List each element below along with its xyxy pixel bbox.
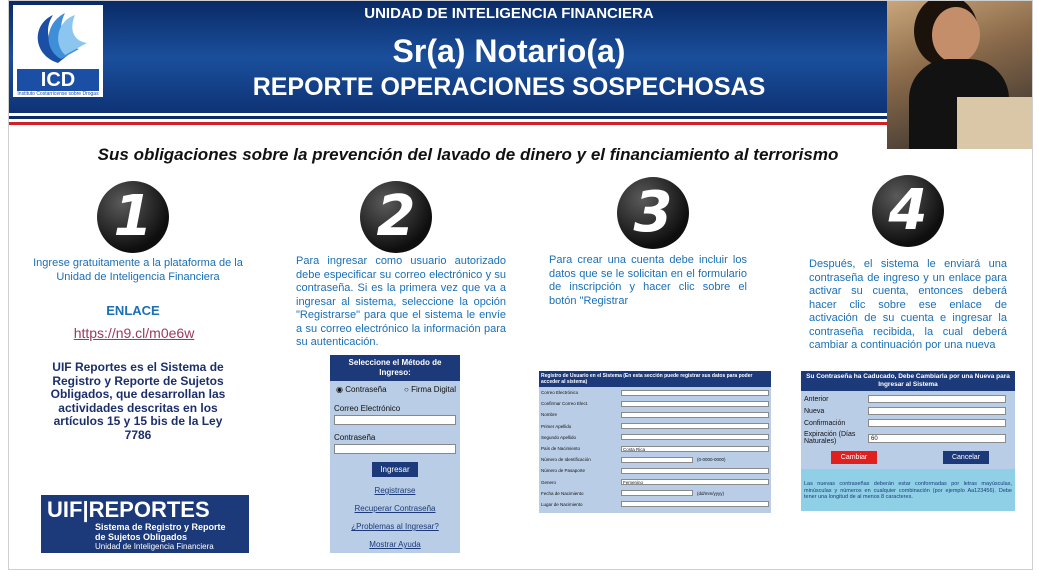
step-4-number: 4 (872, 175, 944, 247)
uif-description: UIF Reportes es el Sistema de Registro y Reporte de Sujetos Obligados, que desarrollan las actividades descritas en los artículos 15 y 15 bis de la Ley 7786 (50, 360, 226, 442)
gender-select[interactable]: Femenino (621, 479, 769, 485)
step-3-number: 3 (617, 177, 689, 249)
field-label: Número de Pasaporte (541, 468, 586, 474)
email-input[interactable] (621, 390, 769, 396)
login-problems-link[interactable]: ¿Problemas al Ingresar? (351, 522, 439, 531)
confirm-password-input[interactable] (868, 419, 1006, 427)
step-2-text: Para ingresar como usuario autorizado debe especificar su correo electrónico y su contraseña. Si es la primera vez que va a ingresar al sistema, seleccione la opción "Registrarse" para que el sistema le envíe a su correo electrónico la información para su autenticación. (296, 255, 506, 348)
passport-input[interactable] (621, 468, 769, 474)
radio-password-label: Contraseña (345, 385, 387, 394)
field-label: Lugar de Nacimiento (541, 501, 583, 507)
password-change-panel (801, 371, 1015, 511)
form-row (539, 477, 771, 488)
form-row (539, 409, 771, 420)
registration-form (539, 371, 771, 513)
field-label: Segundo Apellido (541, 434, 577, 440)
field-label: Fecha de Nacimiento (541, 490, 584, 496)
notary-photo (887, 1, 1033, 149)
icd-swirl-icon (13, 5, 103, 69)
date-format-hint: (dd/mm/yyyy) (697, 490, 724, 496)
password-rules-note: Las nuevas contraseñas deberán estar conformadas por letras mayúsculas, minúsculas y números en cualquier combinación (por ejemplo Aa123456). Debe tener una longitud de al menos 8 caracteres. (801, 469, 1015, 511)
second-surname-input[interactable] (621, 434, 769, 440)
uif-reportes-logo (41, 495, 249, 553)
radio-digital-signature[interactable]: ○ Firma Digital (404, 385, 456, 394)
report-title: REPORTE OPERACIONES SOSPECHOSAS (252, 73, 766, 101)
radio-digital-signature-label: Firma Digital (411, 385, 456, 394)
id-number-input[interactable] (621, 457, 693, 463)
expiration-select[interactable]: 60 (868, 434, 1006, 443)
birthdate-input[interactable] (621, 490, 693, 496)
registration-title: Registro de Usuario en el Sistema (En esta sección puede registrar sus datos para poder acceder al sistema) (539, 371, 771, 387)
field-label: País de Nacimiento (541, 446, 581, 452)
uif-logo-line1: Sistema de Registro y Reporte (95, 522, 226, 532)
login-button[interactable]: Ingresar (372, 462, 418, 477)
form-row (539, 454, 771, 465)
expiration-label: Expiración (Días Naturales) (804, 431, 856, 445)
form-row (539, 398, 771, 409)
field-label: Primer Apellido (541, 423, 572, 429)
new-password-label: Nueva (804, 407, 825, 415)
uif-logo-title: UIF|REPORTES (47, 497, 210, 522)
field-label: Correo Electrónico (541, 390, 579, 396)
birthplace-input[interactable] (621, 501, 769, 507)
recover-password-link[interactable]: Recuperar Contraseña (354, 504, 436, 513)
field-label: Nombre (541, 412, 558, 418)
step-3-text: Para crear una cuenta debe incluir los datos que se le solicitan en el formulario de inscripción y hacer clic sobre el botón "Registrar (549, 254, 747, 307)
first-surname-input[interactable] (621, 423, 769, 429)
enlace-heading: ENLACE (106, 303, 160, 318)
country-select[interactable]: Costa Rica (621, 446, 769, 452)
field-label: Genero (541, 479, 557, 485)
step-1-number: 1 (97, 181, 169, 253)
email-label: Correo Electrónico (334, 404, 401, 413)
register-link[interactable]: Registrarse (374, 486, 416, 495)
form-row (539, 465, 771, 476)
agency-title: UNIDAD DE INTELIGENCIA FINANCIERA (364, 5, 654, 22)
form-row (539, 421, 771, 432)
radio-password[interactable]: ◉ Contraseña (336, 385, 387, 394)
tagline: Sus obligaciones sobre la prevención del lavado de dinero y el financiamiento al terrorismo (97, 145, 839, 164)
enlace-link[interactable]: https://n9.cl/m0e6w (73, 325, 195, 341)
confirm-email-input[interactable] (621, 401, 769, 407)
field-label: Confirmar Correo Elect. (541, 401, 589, 407)
flyer (8, 0, 1033, 570)
step-4-text: Después, el sistema le enviará una contraseña de ingreso y un enlace para activar su cuenta, entonces deberá hacer clic sobre ese enlace de activación de su cuenta e ingresar la contraseña recibida, la cual deberá cambiar a continuación por una nueva (809, 258, 1007, 351)
field-label: Número de Identificación (541, 457, 591, 463)
new-password-input[interactable] (868, 407, 1006, 415)
form-row (539, 432, 771, 443)
form-row (539, 499, 771, 510)
step-2-number: 2 (360, 181, 432, 253)
password-change-title: Su Contraseña ha Caducado, Debe Cambiarla por una Nueva para Ingresar al Sistema (801, 371, 1015, 391)
id-format-hint: (0-0000-0000) (697, 457, 726, 463)
confirm-password-label: Confirmación (804, 419, 846, 427)
login-panel (330, 355, 460, 553)
icd-logo-text: ICD (17, 69, 99, 91)
form-row (539, 443, 771, 454)
password-field[interactable] (334, 444, 456, 454)
icd-logo (13, 5, 103, 97)
form-row (539, 387, 771, 398)
cancel-button[interactable]: Cancelar (943, 451, 989, 464)
flag-stripes (9, 113, 887, 129)
old-password-label: Anterior (804, 395, 829, 403)
login-title: Seleccione el Método de Ingreso: (330, 355, 460, 381)
step-1-text: Ingrese gratuitamente a la plataforma de la Unidad de Inteligencia Financiera (33, 257, 243, 283)
uif-logo-line3: Unidad de Inteligencia Financiera (95, 542, 214, 551)
form-row (539, 488, 771, 499)
password-label: Contraseña (334, 433, 376, 442)
icd-logo-subtitle: Instituto Costarricense sobre Drogas (17, 91, 99, 97)
old-password-input[interactable] (868, 395, 1006, 403)
audience-title: Sr(a) Notario(a) (392, 33, 626, 69)
email-field[interactable] (334, 415, 456, 425)
name-input[interactable] (621, 412, 769, 418)
show-help-link[interactable]: Mostrar Ayuda (369, 540, 421, 549)
change-button[interactable]: Cambiar (831, 451, 877, 464)
uif-logo-line2: de Sujetos Obligados (95, 532, 188, 542)
